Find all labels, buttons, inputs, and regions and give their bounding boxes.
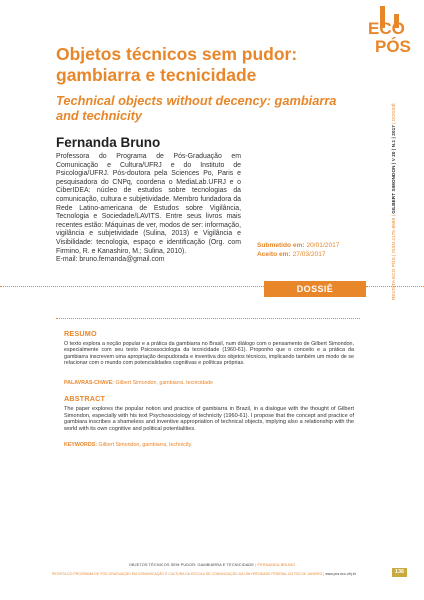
article-title: Objetos técnicos sem pudor: gambiarra e tecnicidade	[56, 44, 298, 85]
sidebar-journal-info: REVISTA ECO PÓS | ISSN 2175-8689 | GILBERT SIMONDON | V 20 | N.1 | 2017 | DOSSIÊ	[391, 103, 396, 300]
abstract-heading: ABSTRACT	[64, 394, 106, 403]
section-divider-right	[366, 286, 424, 287]
footer-article-title: OBJETOS TÉCNICOS SEM PUDOR: GAMBIARRA E TECNICIDADE	[128, 562, 255, 567]
abstract-text: The paper explores the popular notion and practice of gambiarra in Brazil, in a dialogue with the thought of Gilbert Simondon, especially with his text Psychosociology of technicity (1960-61). I propose that the concept and practice of gambiara inscribes a shameless and inventive appropriation of technical objects, implying also a relationship with the world with its own cognitive and political potentialities.	[64, 406, 354, 432]
abstract-keywords	[64, 442, 354, 448]
footer-journal-line: REVISTA DO PROGRAMA DE PÓS-GRADUAÇÃO EM COMUNICAÇÃO E CULTURA DA ESCOLA DE COMUNICAÇÃO DA UNIVERSIDADE FEDERAL DO RIO DE JANEIRO | www.pos.eco.ufrj.br	[52, 572, 356, 576]
accepted-label: Aceito em:	[257, 250, 291, 258]
footer-url[interactable]: www.pos.eco.ufrj.br	[325, 572, 356, 576]
submitted-label: Submetido em:	[257, 242, 305, 249]
resumo-keywords	[64, 380, 354, 386]
author-name: Fernanda Bruno	[56, 135, 161, 150]
svg-text:ECO: ECO	[368, 19, 405, 38]
submitted-value: 20/01/2017	[306, 242, 340, 249]
author-bio	[56, 153, 241, 265]
keywords-value: Gilbert Simondon, gambiarra, technicity.	[98, 442, 193, 448]
submission-dates	[257, 242, 339, 259]
resumo-text: O texto explora a noção popular e a prática da gambiarra no Brasil, num diálogo com o pensamento de Gilbert Simondon, especialmente com seu texto Psicossociologia da tecnicidade (1960-61). Proponho que o conceito e a prática da gambiarra inscrevem uma apropriação despudorada e inventiva dos objetos técnicos, implicando também um modo de se relacionar com o mundo com potencialidades cognitivas e políticas próprias.	[64, 341, 354, 367]
resumo-heading: RESUMO	[64, 329, 97, 338]
accepted-value: 27/03/2017	[292, 250, 326, 258]
footer-article-line: OBJETOS TÉCNICOS SEM PUDOR: GAMBIARRA E TECNICIDADE | FERNANDA BRUNO	[128, 562, 296, 567]
section-tab: DOSSIÊ	[264, 281, 366, 297]
footer-journal: REVISTA DO PROGRAMA DE PÓS-GRADUAÇÃO EM COMUNICAÇÃO E CULTURA DA ESCOLA DE COMUNICAÇÃO DA UNIVERSIDADE FEDERAL DO RIO DE JANEIRO	[52, 572, 323, 576]
keywords-label: KEYWORDS:	[64, 442, 97, 448]
abstract-box	[56, 318, 360, 462]
author-email: E-mail: bruno.fernanda@gmail.com	[56, 256, 165, 264]
palavras-chave-value: Gilbert Simondon, gambiarra, tecnicidade	[115, 380, 213, 386]
author-bio-text: Professora do Programa de Pós-Graduação em Comunicação e Cultura/UFRJ e do Instituto de Psicologia/UFRJ. Pós-doutora pela Sciences Po, Paris e pesquisadora do CNPq, coordena o MediaLab.UFRJ e o CiberIDEA: núcleo de estudos sobre tecnologias da comunicação, cultura e subjetividade. Membro fundadora da Rede Latino-americana de Estudos sobre Vigilância, Tecnologia e Sociedade/LAVITS. Entre seus livros mais recentes estão: Máquinas de ver, modos de ser: informação, vigilância e subjetividade (Sulina, 2013) e Vigilância e Visibilidade: tecnologia, espaço e identificação (Org. com Firmino, R. e Kanashiro, M.; Sulina, 2010).	[56, 153, 241, 255]
journal-logo	[364, 6, 414, 58]
footer-author: FERNANDA BRUNO	[257, 562, 296, 567]
section-divider-left	[0, 286, 264, 287]
palavras-chave-label: PALAVRAS-CHAVE:	[64, 380, 115, 386]
svg-text:PÓS: PÓS	[375, 37, 411, 56]
article-subtitle: Technical objects without decency: gambiarra and technicity	[56, 93, 337, 123]
page-number: 136	[392, 568, 407, 577]
